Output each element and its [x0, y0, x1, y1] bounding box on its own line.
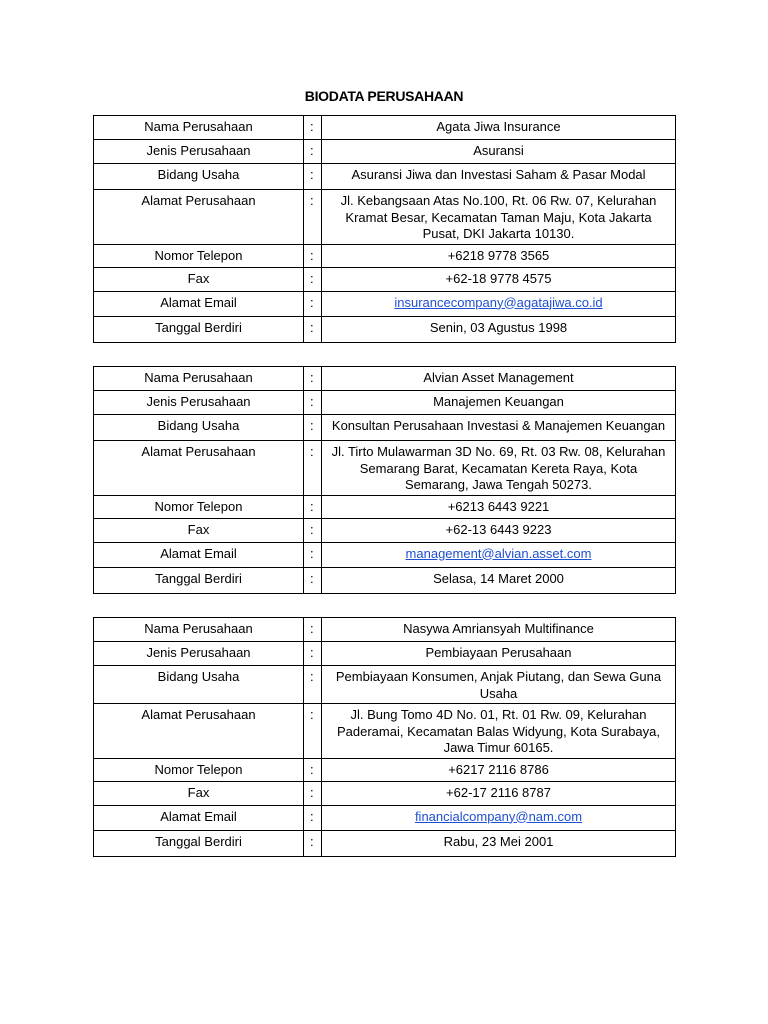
value-alamat-perusahaan: Jl. Bung Tomo 4D No. 01, Rt. 01 Rw. 09, Kelurahan Paderamai, Kecamatan Balas Widyung, Kota Surabaya, Jawa Timur 60165.: [322, 704, 676, 759]
value-nomor-telepon: +6217 2116 8786: [322, 758, 676, 781]
table-row: [94, 618, 676, 642]
table-row: [94, 140, 676, 164]
label-fax: Fax: [94, 267, 304, 291]
separator: :: [304, 495, 322, 518]
value-nama-perusahaan: Agata Jiwa Insurance: [322, 116, 676, 140]
separator: :: [304, 291, 322, 316]
table-row: [94, 758, 676, 781]
label-fax: Fax: [94, 781, 304, 805]
company-table-2: [93, 366, 676, 594]
table-row: [94, 642, 676, 666]
label-nama-perusahaan: Nama Perusahaan: [94, 618, 304, 642]
table-row: [94, 415, 676, 441]
table-row: [94, 495, 676, 518]
label-nomor-telepon: Nomor Telepon: [94, 244, 304, 267]
label-alamat-email: Alamat Email: [94, 542, 304, 567]
value-nama-perusahaan: Alvian Asset Management: [322, 367, 676, 391]
separator: :: [304, 190, 322, 245]
label-tanggal-berdiri: Tanggal Berdiri: [94, 567, 304, 593]
email-link[interactable]: financialcompany@nam.com: [414, 808, 583, 824]
separator: :: [304, 704, 322, 759]
table-row: [94, 781, 676, 805]
table-row: [94, 441, 676, 496]
table-row: [94, 805, 676, 830]
label-jenis-perusahaan: Jenis Perusahaan: [94, 642, 304, 666]
label-alamat-perusahaan: Alamat Perusahaan: [94, 190, 304, 245]
value-nomor-telepon: +6213 6443 9221: [322, 495, 676, 518]
label-bidang-usaha: Bidang Usaha: [94, 415, 304, 441]
label-jenis-perusahaan: Jenis Perusahaan: [94, 391, 304, 415]
separator: :: [304, 830, 322, 856]
separator: :: [304, 518, 322, 542]
label-alamat-perusahaan: Alamat Perusahaan: [94, 441, 304, 496]
table-row: [94, 190, 676, 245]
separator: :: [304, 267, 322, 291]
value-alamat-perusahaan: Jl. Tirto Mulawarman 3D No. 69, Rt. 03 Rw. 08, Kelurahan Semarang Barat, Kecamatan Kereta Raya, Kota Semarang, Jawa Tengah 50273.: [322, 441, 676, 496]
separator: :: [304, 244, 322, 267]
separator: :: [304, 666, 322, 704]
separator: :: [304, 542, 322, 567]
table-row: [94, 666, 676, 704]
table-row: [94, 244, 676, 267]
table-row: [94, 567, 676, 593]
separator: :: [304, 116, 322, 140]
label-tanggal-berdiri: Tanggal Berdiri: [94, 830, 304, 856]
table-row: [94, 704, 676, 759]
table-row: [94, 367, 676, 391]
separator: :: [304, 618, 322, 642]
value-alamat-email: [322, 291, 676, 316]
table-row: [94, 316, 676, 342]
separator: :: [304, 642, 322, 666]
label-alamat-email: Alamat Email: [94, 291, 304, 316]
value-alamat-email: [322, 542, 676, 567]
separator: :: [304, 567, 322, 593]
value-alamat-email: [322, 805, 676, 830]
separator: :: [304, 758, 322, 781]
table-row: [94, 830, 676, 856]
separator: :: [304, 140, 322, 164]
table-row: [94, 164, 676, 190]
email-link[interactable]: management@alvian.asset.com: [405, 545, 592, 561]
value-jenis-perusahaan: Pembiayaan Perusahaan: [322, 642, 676, 666]
value-bidang-usaha: Pembiayaan Konsumen, Anjak Piutang, dan Sewa Guna Usaha: [322, 666, 676, 704]
value-tanggal-berdiri: Rabu, 23 Mei 2001: [322, 830, 676, 856]
company-table-1: [93, 115, 676, 343]
separator: :: [304, 316, 322, 342]
label-alamat-perusahaan: Alamat Perusahaan: [94, 704, 304, 759]
value-nomor-telepon: +6218 9778 3565: [322, 244, 676, 267]
label-nama-perusahaan: Nama Perusahaan: [94, 367, 304, 391]
separator: :: [304, 441, 322, 496]
label-nomor-telepon: Nomor Telepon: [94, 758, 304, 781]
label-bidang-usaha: Bidang Usaha: [94, 164, 304, 190]
company-table-3: [93, 617, 676, 857]
table-row: [94, 518, 676, 542]
email-link[interactable]: insurancecompany@agatajiwa.co.id: [394, 294, 603, 310]
value-fax: +62-18 9778 4575: [322, 267, 676, 291]
label-jenis-perusahaan: Jenis Perusahaan: [94, 140, 304, 164]
separator: :: [304, 805, 322, 830]
value-alamat-perusahaan: Jl. Kebangsaan Atas No.100, Rt. 06 Rw. 07, Kelurahan Kramat Besar, Kecamatan Taman Maju, Kota Jakarta Pusat, DKI Jakarta 10130.: [322, 190, 676, 245]
separator: :: [304, 781, 322, 805]
separator: :: [304, 415, 322, 441]
value-tanggal-berdiri: Selasa, 14 Maret 2000: [322, 567, 676, 593]
value-nama-perusahaan: Nasywa Amriansyah Multifinance: [322, 618, 676, 642]
value-jenis-perusahaan: Asuransi: [322, 140, 676, 164]
label-bidang-usaha: Bidang Usaha: [94, 666, 304, 704]
label-nomor-telepon: Nomor Telepon: [94, 495, 304, 518]
table-row: [94, 542, 676, 567]
separator: :: [304, 164, 322, 190]
table-row: [94, 116, 676, 140]
table-row: [94, 267, 676, 291]
value-fax: +62-17 2116 8787: [322, 781, 676, 805]
label-fax: Fax: [94, 518, 304, 542]
value-fax: +62-13 6443 9223: [322, 518, 676, 542]
table-row: [94, 291, 676, 316]
separator: :: [304, 391, 322, 415]
value-tanggal-berdiri: Senin, 03 Agustus 1998: [322, 316, 676, 342]
value-bidang-usaha: Asuransi Jiwa dan Investasi Saham & Pasar Modal: [322, 164, 676, 190]
label-nama-perusahaan: Nama Perusahaan: [94, 116, 304, 140]
value-jenis-perusahaan: Manajemen Keuangan: [322, 391, 676, 415]
label-tanggal-berdiri: Tanggal Berdiri: [94, 316, 304, 342]
separator: :: [304, 367, 322, 391]
page-title: BIODATA PERUSAHAAN: [304, 88, 464, 104]
value-bidang-usaha: Konsultan Perusahaan Investasi & Manajemen Keuangan: [322, 415, 676, 441]
table-row: [94, 391, 676, 415]
label-alamat-email: Alamat Email: [94, 805, 304, 830]
